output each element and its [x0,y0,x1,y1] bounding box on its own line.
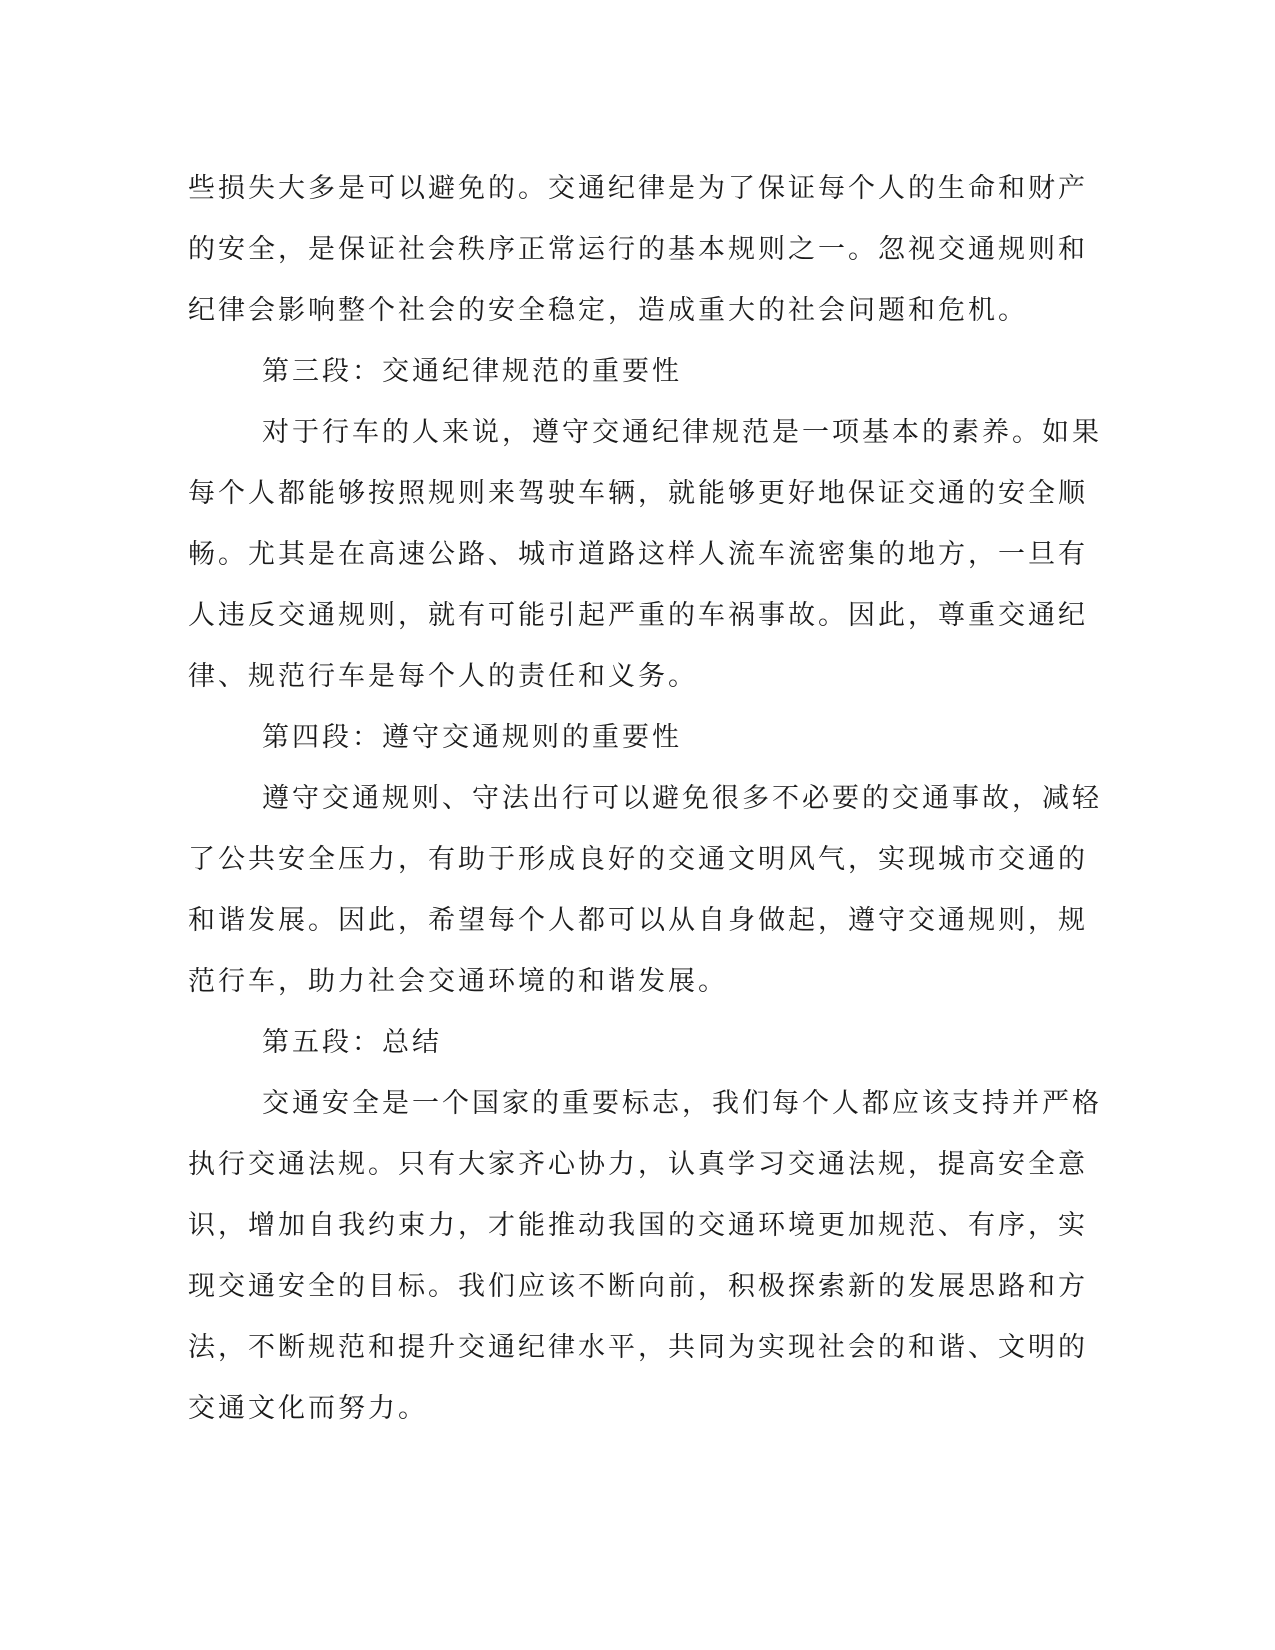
text-line: 交通文化而努力。 [188,1393,428,1424]
text-line: 遵守交通规则、守法出行可以避免很多不必要的交通事故，减轻 [262,783,1102,814]
text-line: 些损失大多是可以避免的。交通纪律是为了保证每个人的生命和财产 [188,173,1088,204]
text-line: 范行车，助力社会交通环境的和谐发展。 [188,966,728,997]
section-heading-3: 第三段：交通纪律规范的重要性 [262,356,682,387]
text-line: 和谐发展。因此，希望每个人都可以从自身做起，遵守交通规则，规 [188,905,1088,936]
text-line: 现交通安全的目标。我们应该不断向前，积极探索新的发展思路和方 [188,1271,1088,1302]
text-line: 畅。尤其是在高速公路、城市道路这样人流车流密集的地方，一旦有 [188,539,1088,570]
text-line: 人违反交通规则，就有可能引起严重的车祸事故。因此，尊重交通纪 [188,600,1088,631]
text-line: 的安全，是保证社会秩序正常运行的基本规则之一。忽视交通规则和 [188,234,1088,265]
text-line: 对于行车的人来说，遵守交通纪律规范是一项基本的素养。如果 [262,417,1102,448]
section-heading-4: 第四段：遵守交通规则的重要性 [262,722,682,753]
text-line: 纪律会影响整个社会的安全稳定，造成重大的社会问题和危机。 [188,295,1028,326]
text-line: 法，不断规范和提升交通纪律水平，共同为实现社会的和谐、文明的 [188,1332,1088,1363]
text-line: 交通安全是一个国家的重要标志，我们每个人都应该支持并严格 [262,1088,1102,1119]
text-line: 执行交通法规。只有大家齐心协力，认真学习交通法规，提高安全意 [188,1149,1088,1180]
section-heading-5: 第五段：总结 [262,1027,442,1058]
body-text [188,158,1102,1439]
text-line: 律、规范行车是每个人的责任和义务。 [188,661,698,692]
text-line: 每个人都能够按照规则来驾驶车辆，就能够更好地保证交通的安全顺 [188,478,1088,509]
text-line: 了公共安全压力，有助于形成良好的交通文明风气，实现城市交通的 [188,844,1088,875]
text-line: 识，增加自我约束力，才能推动我国的交通环境更加规范、有序，实 [188,1210,1088,1241]
